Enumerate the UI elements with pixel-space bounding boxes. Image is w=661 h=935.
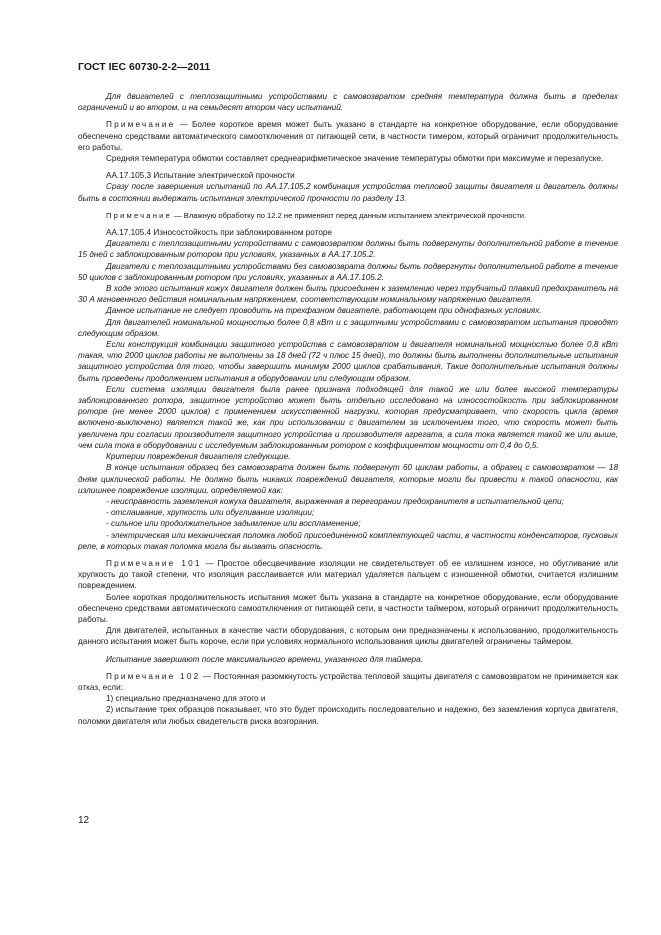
note: [78, 119, 618, 153]
note: [78, 210, 618, 221]
list-item: - отслаивание, хрупкость или обугливание изоляции;: [106, 508, 315, 518]
note-label: Примечание: [106, 210, 172, 220]
list-item: - сильное или продолжительное задымление или воспламенение;: [106, 519, 361, 529]
paragraph: Средняя температура обмотки составляет среднеарифметическое значение температуры обмотки при максимуме и перезапуске.: [106, 154, 604, 164]
note: [78, 558, 618, 592]
section-heading: AA.17.105.4 Износостойкость при заблокированном роторе: [106, 228, 332, 238]
list-item: - электрическая или механическая поломка любой присоединенной комплектующей части, в частности конденсаторов, пусковых реле, в которых такая поломка могла бы вызвать опасность.: [78, 530, 618, 551]
paragraph: Более короткая продолжительность испытания может быть указана в стандарте на конкретное оборудование, если оборудование обеспечено средствами автоматического самоотключения от питающей сети, в частности таймером, который ограничит продолжительность работы.: [78, 592, 618, 624]
note-label: Примечание 101: [106, 558, 202, 568]
note-label: Примечание: [106, 120, 176, 130]
note-text: — Простое обесцвечивание изоляции не свидетельствует об ее излишнем износе, но обугливание или хрупкость до такой степени, что изоляция расслаивается или материал удаляется пальцем с изношенной обмотки, считается излишним повреждением.: [78, 558, 619, 591]
note-text: — Влажную обработку по 12.2 не применяют перед данным испытанием электрической прочности.: [171, 210, 527, 220]
note-text: — Постоянная разомкнутость устройства тепловой защиты двигателя с самовозвратом не принимается как отказ, если:: [78, 671, 619, 692]
paragraph: Двигатели с теплозащитными устройствами с самовозвратом должны быть подвергнуты дополнительной работе в течение 15 дней с заблокированным ротором при условиях, указанных в AA.17.105.2.: [78, 239, 618, 260]
standard-header: ГОСТ IEC 60730-2-2—2011: [78, 61, 211, 73]
paragraph: Если система изоляции двигателя была ранее признана подходящей для такой же или более высокой температуры заблокированного ротора, защитное устройство может быть отдельно исследовано на износостойкость при заблокированном роторе (не менее 2000 циклов) с применением искусственной нагрузки, которая предусматривает, что скорость цикла (время включено-выключено) является такой же, как при использовании с двигателем за исключением того, что скорость может быть увеличена при согласии производителя защитного устройства и производителя агрегата, а сила тока является такой же или выше, чем сила тока в оборудовании с исследуемым заблокированным ротором с коэффициентом мощности от 0,4 до 0,5.: [78, 384, 618, 450]
list-item: 1) специально предназначено для этого и: [106, 694, 266, 704]
paragraph: Для двигателей с теплозащитными устройствами с самовозвратом средняя температура должна быть в пределах ограничений и во втором, и на семьдесят втором часу испытаний.: [78, 92, 618, 113]
paragraph: Для двигателей, испытанных в качестве части оборудования, с которым они предназначены к использованию, продолжительность данного испытания может быть короче, если при условиях нормального использования циклы двигателей ограничены таймером.: [78, 626, 618, 647]
paragraph: Сразу после завершения испытаний по AA.17.105.2 комбинация устройства тепловой защиты двигателя и двигатель должны быть в состоянии выдержать испытания электрической прочности по разделу 13.: [78, 182, 618, 203]
list-item: 2) испытание трех образцов показывает, что это будет происходить последовательно и надежно, без заземления корпуса двигателя, поломки двигателя или любых свидетельств риска возгорания.: [78, 705, 618, 726]
section-heading: AA.17.105.3 Испытание электрической прочности: [106, 171, 295, 181]
paragraph: Испытание завершают после максимального времени, указанного для таймера.: [106, 654, 423, 664]
list-item: - неисправность заземления кожуха двигателя, выраженная в перегорании предохранителя в испытательной цепи;: [106, 496, 564, 506]
paragraph: Критерии повреждения двигателя следующие.: [106, 452, 291, 462]
paragraph: Данное испытание не следует проводить на трехфазном двигателе, работающем при однофазных условиях.: [106, 306, 542, 316]
paragraph: В ходе этого испытания кожух двигателя должен быть присоединен к заземлению через трубчатый плавкий предохранитель на 30 А мгновенного действия номинальным напряжением, соответствующим номинальному напряжению двигателя.: [78, 284, 618, 305]
paragraph: В конце испытания образец без самовозврата должен быть подвергнут 60 циклам работы, а образец с самовозвратом — 18 дням циклической работы. Не должно быть никаких повреждений двигателя, которые могли бы привести к такой опасности, как излишнее повреждение изоляции, определяемой как:: [78, 463, 618, 495]
document-body: [78, 91, 618, 727]
note-label: Примечание 102: [106, 671, 201, 681]
paragraph: Для двигателей номинальной мощностью более 0,8 кВт и с защитными устройствами с самовозвратом испытания проводят следующим образом.: [78, 317, 618, 338]
paragraph: Двигатели с теплозащитными устройствами без самовозврата должны быть подвергнуты дополнительной работе в течение 50 циклов с заблокированным ротором при условиях, указанных в AA.17.105.2.: [78, 261, 618, 282]
page-number: 12: [78, 815, 90, 826]
note: [78, 671, 618, 693]
paragraph: Если конструкция комбинации защитного устройства с самовозвратом и двигателя номинальной мощностью более 0,8 кВт такая, что 2000 циклов работы не выполнены за 18 дней (72 ч плюс 15 дней), то должны быть выполнены дополнительные испытания защитного устройства для того, чтобы завершить минимум 2000 циклов срабатывания. Такие дополнительные испытания должны быть проведены продолжением испытания в оборудовании или следующим образом.: [78, 340, 618, 383]
note-text: — Более короткое время может быть указано в стандарте на конкретное оборудование, если оборудование обеспечено средствами автоматического самоотключения от питающей сети, в частности тимером, который ограничит продолжительность его работы.: [78, 120, 618, 152]
